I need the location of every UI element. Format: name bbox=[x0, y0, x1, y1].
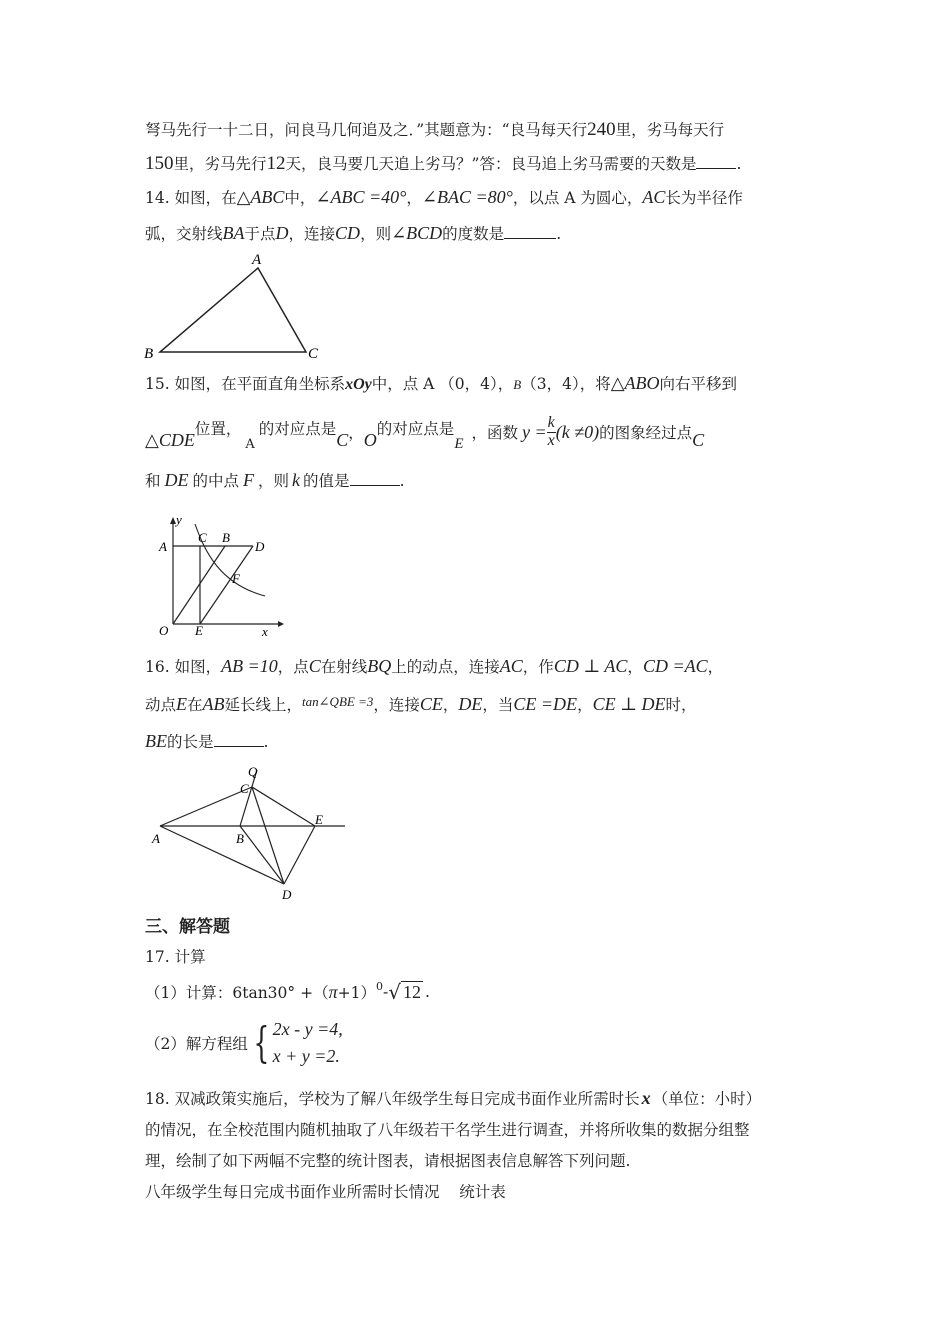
label-a: A bbox=[159, 539, 167, 554]
system-brace: { bbox=[253, 1018, 270, 1067]
q16-geometry-figure bbox=[145, 762, 355, 907]
q14-triangle-figure bbox=[140, 250, 330, 365]
q15-line1: 15. 如图，在平面直角坐标系xOy中，点 A （0，4），B（3，4），将△ABO向右平移到 bbox=[145, 373, 738, 393]
q17-part1: （1）计算：6tan30° +（ π +1） $^0$ - √ 12 . bbox=[145, 979, 430, 1004]
segment-bd bbox=[240, 826, 284, 884]
q18-line3: 理，绘制了如下两幅不完整的统计图表，请根据图表信息解答下列问题. bbox=[145, 1152, 631, 1170]
segment-ad bbox=[160, 826, 284, 884]
q14-line1: 14. 如图，在△ABC中，∠ABC =40°，∠BAC =80°，以点 A 为圆心，AC长为半径作 bbox=[145, 187, 743, 207]
q18-line2: 的情况，在全校范围内随机抽取了八年级若干名学生进行调查，并将所收集的数据分组整 bbox=[145, 1121, 750, 1139]
q17-part2: （2）解方程组 { 2x - y =4, x + y =2. bbox=[145, 1017, 343, 1069]
q15-coordinate-figure bbox=[150, 512, 285, 640]
fraction-k-over-x: $\frac{k}{x}$ bbox=[547, 413, 555, 449]
label-q: Q bbox=[248, 764, 258, 779]
num-12: 12 bbox=[266, 153, 286, 174]
label-e: E bbox=[315, 812, 323, 827]
label-f: F bbox=[232, 571, 240, 586]
segment-ce bbox=[252, 787, 315, 826]
num-240: 240 bbox=[587, 119, 616, 140]
sqrt-symbol: √ bbox=[388, 980, 401, 1004]
q15-line2: △CDE 位置， A 的对应点是 C ， O 的对应点是 E ，函数 y = $\frac{k}{x}$ (k ≠0) 的图象经过点 C bbox=[145, 413, 705, 452]
triangle-abc bbox=[160, 268, 306, 352]
q14-line2: 弧，交射线BA于点D，连接CD，则∠BCD的度数是 . bbox=[145, 223, 562, 243]
answer-blank[interactable] bbox=[696, 153, 736, 170]
label-c: C bbox=[198, 530, 207, 545]
label-c: C bbox=[308, 346, 319, 362]
label-e: E bbox=[195, 623, 203, 638]
segment-ob bbox=[173, 546, 225, 624]
segment-ed bbox=[200, 546, 253, 624]
label-c: C bbox=[240, 781, 249, 796]
label-x: x bbox=[262, 624, 268, 639]
segment-ac bbox=[160, 787, 252, 826]
label-a: A bbox=[152, 831, 160, 846]
x-axis-arrow bbox=[278, 621, 284, 627]
num-150: 150 bbox=[145, 153, 174, 174]
q13-line1: 弩马先行一十二日，问良马几何追及之．”其题意为：“良马每天行240里，劣马每天行 bbox=[145, 119, 725, 140]
label-y: y bbox=[176, 512, 182, 527]
label-o: O bbox=[159, 623, 169, 638]
answer-blank[interactable] bbox=[214, 731, 264, 748]
q16-line3: BE的长是 . bbox=[145, 731, 269, 751]
segment-cd bbox=[252, 787, 284, 884]
label-d: D bbox=[282, 887, 292, 902]
section-title: 三、解答题 bbox=[145, 917, 230, 937]
q17-title: 17. 计算 bbox=[145, 948, 206, 966]
equation-system bbox=[273, 1016, 343, 1070]
equation-1: 2x - y =4, bbox=[272, 1019, 343, 1039]
q13-line2: 150里，劣马先行12天，良马要几天追上劣马？”答：良马追上劣马需要的天数是 . bbox=[145, 153, 742, 174]
q15-line3: 和 DE 的中点 F ，则 k 的值是 . bbox=[145, 470, 405, 490]
q18-table-caption: 八年级学生每日完成书面作业所需时长情况 统计表 bbox=[145, 1183, 506, 1201]
label-d: D bbox=[255, 539, 265, 554]
label-b: B bbox=[222, 530, 230, 545]
q16-line2: 动点E在AB延长线上，$^{tan\angle QBE =3}$，连接CE，DE，当CE =DE，CE ⊥ DE时， bbox=[145, 694, 697, 714]
answer-blank[interactable] bbox=[350, 470, 400, 487]
q16-line1: 16. 如图，AB =10，点C在射线BQ上的动点，连接AC，作CD ⊥ AC，CD =AC， bbox=[145, 656, 724, 676]
label-b: B bbox=[144, 346, 154, 362]
answer-blank[interactable] bbox=[504, 223, 556, 240]
label-a: A bbox=[252, 252, 262, 268]
segment-ed bbox=[284, 826, 315, 884]
q18-line1: 18. 双减政策实施后，学校为了解八年级学生每日完成书面作业所需时长 x （单位：小时） bbox=[145, 1088, 762, 1108]
label-b: B bbox=[236, 831, 244, 846]
equation-2: x + y =2. bbox=[272, 1046, 340, 1066]
